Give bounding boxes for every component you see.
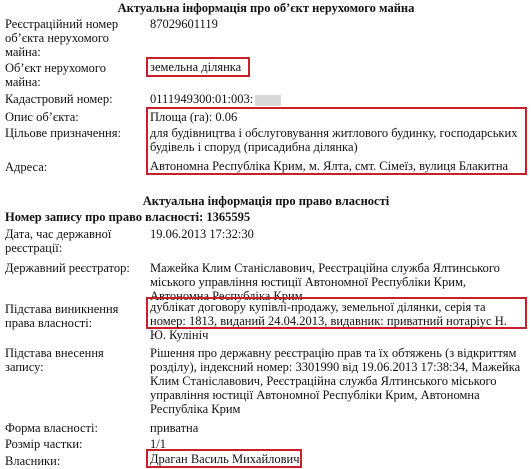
value-cadastral-number: 0111949300:01:003:: [150, 92, 254, 106]
value-property-object: земельна ділянка: [150, 60, 242, 74]
value-registrar: Мажейка Клим Станіславович, Реєстраційна служба Ялтинського міського управління юстиції Автономної Республіки Крим, Автономна Республіка Крим: [150, 261, 500, 303]
value-record-basis: Рішення про державну реєстрацію прав та їх обтяжень (з відкриттям розділу), індексний номер: 3301990 від 19.06.2013 17:38:34, Мажейка Клим Станіславович, Реєстраційна служба Ялтинського міського управління юстиції Автономної Республіки Крим, Автономна Республіка Крим: [150, 346, 521, 416]
section-title-property: Актуальна інформація про об’єкт нерухомого майна: [117, 1, 415, 15]
value-share-size: 1/1: [150, 437, 166, 451]
record-number: Номер запису про право власності: 1365595: [5, 210, 251, 224]
label-registration-number: Реєстраційний номер об’єкта нерухомого майна:: [5, 17, 119, 59]
value-cadastral-wrapper: [150, 92, 528, 106]
label-cadastral-number: Кадастровий номер:: [5, 92, 113, 106]
label-ownership-form: Форма власності:: [5, 421, 98, 435]
redacted-block: [255, 95, 281, 106]
value-registration-date: 19.06.2013 17:32:30: [150, 227, 254, 241]
value-registration-number: 87029601119: [150, 17, 218, 31]
value-ownership-form: приватна: [150, 421, 199, 435]
section-title-ownership: Актуальна інформація про право власності: [142, 194, 390, 208]
label-registration-date: Дата, час державної реєстрації:: [5, 227, 112, 255]
label-ownership-basis: Підстава виникнення права власності:: [5, 302, 119, 330]
value-address: Автономна Республіка Крим, м. Ялта, смт. Сімеїз, вулиця Блакитна: [150, 159, 509, 173]
label-registrar: Державний реєстратор:: [5, 261, 130, 275]
value-owners: Драган Василь Михайлович: [150, 452, 300, 466]
label-address: Адреса:: [5, 160, 48, 174]
label-owners: Власники:: [5, 454, 61, 468]
value-purpose: для будівництва і обслуговування житлового будинку, господарських будівель і споруд (присадибна ділянка): [150, 126, 518, 154]
label-record-basis: Підстава внесення запису:: [5, 346, 104, 374]
label-property-object: Об’єкт нерухомого майна:: [5, 61, 106, 89]
label-purpose: Цільове призначення:: [5, 126, 121, 140]
label-share-size: Розмір частки:: [5, 437, 83, 451]
value-description: Площа (га): 0.06: [150, 110, 238, 124]
label-description: Опис об’єкта:: [5, 110, 79, 124]
value-ownership-basis: дублікат договору купівлі-продажу, земельної ділянки, серія та номер: 1813, виданий 24.04.2013, видавник: приватний нотаріус Н. Ю. Кулініч: [150, 300, 507, 342]
